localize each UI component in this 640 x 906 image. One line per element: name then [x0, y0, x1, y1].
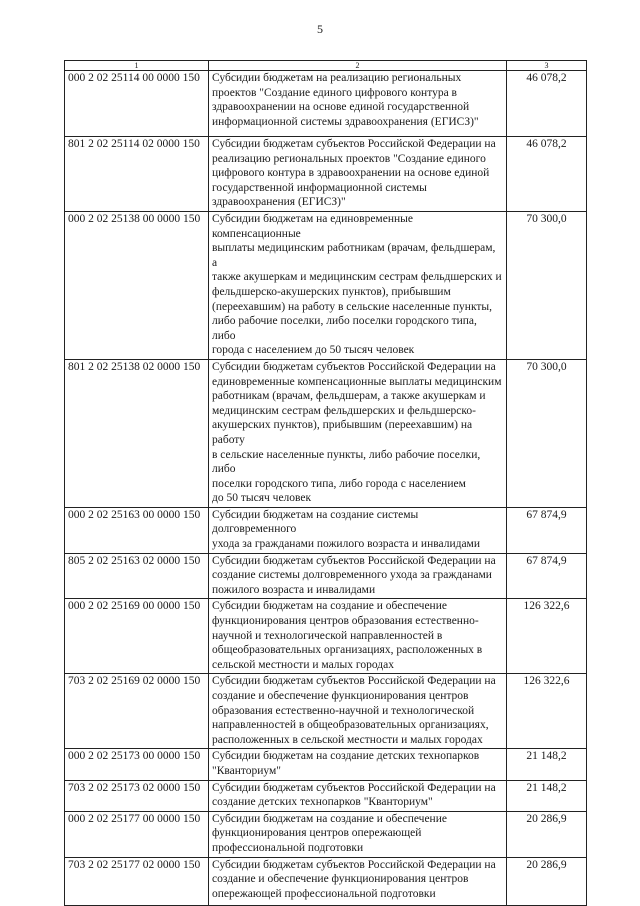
column-header-3: 3	[507, 61, 587, 71]
budget-code: 000 2 02 25138 00 0000 150	[65, 212, 209, 360]
row-description: Субсидии бюджетам субъектов Российской Федерации на создание и обеспечение функционирования центров образования естественно-научной и технологической направленностей в общеобразовательных организациях, расположенных в сельской местности и малых городах	[209, 674, 507, 749]
row-description: Субсидии бюджетам на создание и обеспечение функционирования центров опережающей профессиональной подготовки	[209, 811, 507, 857]
table-row	[65, 780, 587, 811]
budget-code: 000 2 02 25163 00 0000 150	[65, 507, 209, 553]
budget-code: 000 2 02 25169 00 0000 150	[65, 599, 209, 674]
row-description: Субсидии бюджетам субъектов Российской Федерации на создание системы долговременного ухода за гражданами пожилого возраста и инвалидами	[209, 553, 507, 599]
table-row	[65, 599, 587, 674]
page-number: 5	[317, 22, 323, 36]
row-amount: 20 286,9	[507, 811, 587, 857]
row-amount: 126 322,6	[507, 599, 587, 674]
row-amount: 46 078,2	[507, 71, 587, 137]
table-row	[65, 553, 587, 599]
row-amount: 20 286,9	[507, 857, 587, 905]
row-description: Субсидии бюджетам на единовременные компенсационные выплаты медицинским работникам (врачам, фельдшерам, а также акушеркам и медицинским сестрам фельдшерских и фельдшерско-акушерских пунктов), прибывшим (переехавшим) на работу в сельские населенные пункты, либо рабочие поселки, либо поселки городского типа, либо города с населением до 50 тысяч человек	[209, 212, 507, 360]
table-row	[65, 507, 587, 553]
budget-table	[64, 60, 587, 906]
budget-code: 801 2 02 25138 02 0000 150	[65, 359, 209, 507]
row-amount: 67 874,9	[507, 553, 587, 599]
row-amount: 46 078,2	[507, 137, 587, 212]
row-description: Субсидии бюджетам на создание детских технопарков "Кванториум"	[209, 749, 507, 780]
row-description: Субсидии бюджетам на создание и обеспечение функционирования центров образования естественно- научной и технологической направленностей в общеобразовательных организациях, расположенных в сельской местности и малых городах	[209, 599, 507, 674]
budget-code: 703 2 02 25177 02 0000 150	[65, 857, 209, 905]
table-row	[65, 749, 587, 780]
column-header-2: 2	[209, 61, 507, 71]
table-row	[65, 674, 587, 749]
row-description: Субсидии бюджетам субъектов Российской Федерации на создание детских технопарков "Кванториум"	[209, 780, 507, 811]
table-row	[65, 212, 587, 360]
budget-code: 000 2 02 25173 00 0000 150	[65, 749, 209, 780]
table-header-row	[65, 61, 587, 71]
table-row	[65, 359, 587, 507]
row-amount: 70 300,0	[507, 359, 587, 507]
budget-code: 703 2 02 25173 02 0000 150	[65, 780, 209, 811]
row-description: Субсидии бюджетам на создание системы долговременного ухода за гражданами пожилого возраста и инвалидами	[209, 507, 507, 553]
row-amount: 126 322,6	[507, 674, 587, 749]
row-description: Субсидии бюджетам на реализацию региональных проектов "Создание единого цифрового контура в здравоохранении на основе единой государственной информационной системы здравоохранения (ЕГИСЗ)"	[209, 71, 507, 137]
budget-code: 805 2 02 25163 02 0000 150	[65, 553, 209, 599]
row-amount: 21 148,2	[507, 749, 587, 780]
column-header-1: 1	[65, 61, 209, 71]
row-description: Субсидии бюджетам субъектов Российской Федерации на реализацию региональных проектов "Создание единого цифрового контура в здравоохранении на основе единой государственной информационной системы здравоохранения (ЕГИСЗ)"	[209, 137, 507, 212]
row-description: Субсидии бюджетам субъектов Российской Федерации на единовременные компенсационные выплаты медицинским работникам (врачам, фельдшерам, а также акушеркам и медицинским сестрам фельдшерских и фельдшерско- акушерских пунктов), прибывшим (переехавшим) на работу в сельские населенные пункты, либо рабочие поселки, либо поселки городского типа, либо города с населением до 50 тысяч человек	[209, 359, 507, 507]
row-description: Субсидии бюджетам субъектов Российской Федерации на создание и обеспечение функционирования центров опережающей профессиональной подготовки	[209, 857, 507, 905]
row-amount: 21 148,2	[507, 780, 587, 811]
budget-code: 703 2 02 25169 02 0000 150	[65, 674, 209, 749]
table-row	[65, 71, 587, 137]
row-amount: 70 300,0	[507, 212, 587, 360]
table-row	[65, 857, 587, 905]
row-amount: 67 874,9	[507, 507, 587, 553]
budget-code: 000 2 02 25114 00 0000 150	[65, 71, 209, 137]
table-row	[65, 137, 587, 212]
table-row	[65, 811, 587, 857]
budget-code: 000 2 02 25177 00 0000 150	[65, 811, 209, 857]
budget-code: 801 2 02 25114 02 0000 150	[65, 137, 209, 212]
